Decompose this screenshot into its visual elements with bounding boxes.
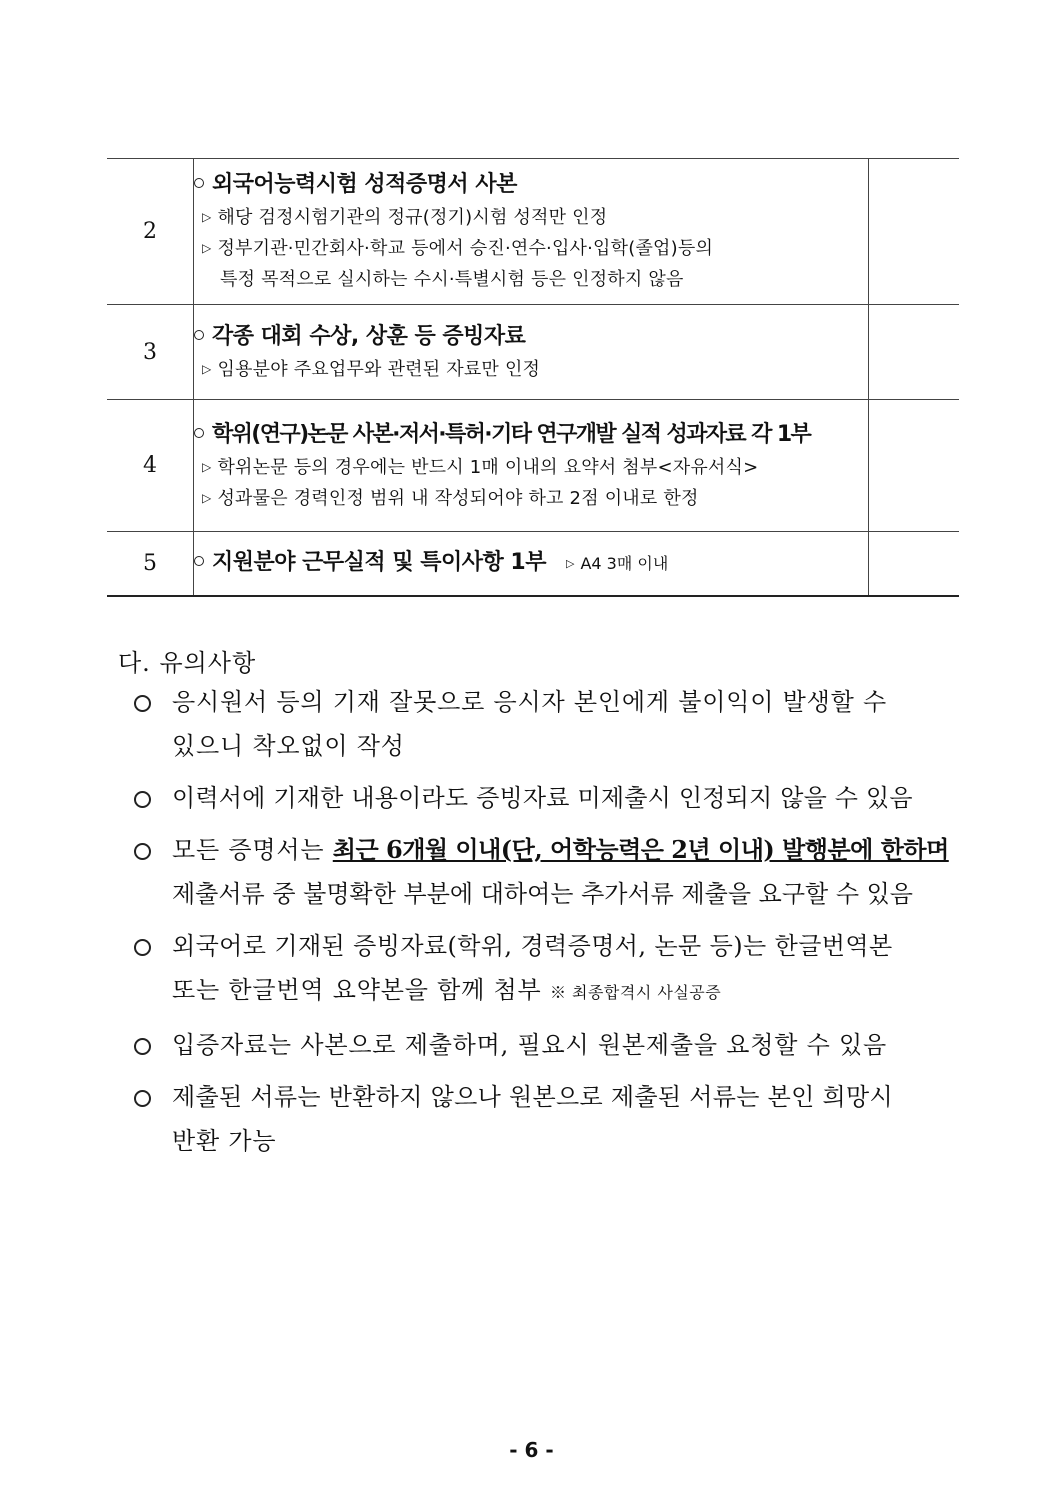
note-remark: ※ 최종합격시 사실공증: [549, 983, 722, 1002]
row-number: 5: [107, 532, 194, 596]
blank-cell: [869, 305, 960, 400]
item-detail: ▷ 해당 검정시험기관의 정규(정기)시험 성적만 인정: [202, 207, 608, 228]
list-item: [128, 924, 964, 1015]
note-line: 이력서에 기재한 내용이라도 증빙자료 미제출시 인정되지 않을 수 있음: [172, 784, 913, 812]
row-content: [194, 305, 869, 400]
row-number: 3: [107, 305, 194, 400]
blank-cell: [869, 400, 960, 532]
note-line: 외국어로 기재된 증빙자료(학위, 경력증명서, 논문 등)는 한글번역본: [172, 932, 893, 960]
notes-list: [128, 680, 964, 1171]
row-number: 2: [107, 159, 194, 305]
table-row: [107, 532, 959, 596]
item-detail: ▷ 학위논문 등의 경우에는 반드시 1매 이내의 요약서 첨부<자유서식>: [202, 456, 759, 478]
circle-bullet-icon: [194, 556, 204, 566]
note-line: 반환 가능: [172, 1127, 277, 1155]
note-line: 제출된 서류는 반환하지 않으나 원본으로 제출된 서류는 본인 희망시: [172, 1083, 893, 1111]
note-line: 또는 한글번역 요약본을 함께 첨부 ※ 최종합격시 사실공증: [172, 976, 722, 1004]
item-detail: ▷ 성과물은 경력인정 범위 내 작성되어야 하고 2점 이내로 한정: [202, 487, 699, 509]
triangle-bullet-icon: ▷: [202, 210, 212, 224]
hollow-circle-bullet-icon: [134, 939, 151, 956]
list-item: [128, 1023, 964, 1067]
hollow-circle-bullet-icon: [134, 843, 151, 860]
highlighted-text: 최근 6개월 이내(단, 어학능력은 2년 이내) 발행분에 한하며: [332, 835, 949, 864]
required-documents-table: [107, 158, 959, 597]
triangle-bullet-icon: ▷: [202, 241, 212, 255]
item-inline-note: ▷ A4 3매 이내: [565, 553, 669, 573]
item-title: 외국어능력시험 성적증명서 사본: [194, 168, 868, 202]
item-detail-continued: 특정 목적으로 실시하는 수시·특별시험 등은 인정하지 않음: [220, 269, 684, 290]
blank-cell: [869, 159, 960, 305]
page-number: - 6 -: [509, 1438, 554, 1462]
hollow-circle-bullet-icon: [134, 791, 151, 808]
table-row: [107, 159, 959, 305]
note-line: 입증자료는 사본으로 제출하며, 필요시 원본제출을 요청할 수 있음: [172, 1031, 887, 1059]
table-row: [107, 400, 959, 532]
hollow-circle-bullet-icon: [134, 1038, 151, 1055]
triangle-bullet-icon: ▷: [202, 490, 212, 505]
note-line: 응시원서 등의 기재 잘못으로 응시자 본인에게 불이익이 발생할 수: [172, 688, 887, 716]
circle-bullet-icon: [194, 178, 204, 188]
triangle-bullet-icon: ▷: [202, 361, 212, 376]
triangle-bullet-icon: ▷: [565, 556, 575, 570]
item-title: 학위(연구)논문 사본·저서·특허·기타 연구개발 실적 성과자료 각 1부: [194, 418, 868, 452]
list-item: [128, 828, 964, 916]
triangle-bullet-icon: ▷: [202, 459, 212, 474]
note-line: 모든 증명서는 최근 6개월 이내(단, 어학능력은 2년 이내) 발행분에 한하며: [172, 835, 949, 864]
item-detail: ▷ 정부기관·민간회사·학교 등에서 승진·연수·입사·입학(졸업)등의: [202, 238, 714, 259]
list-item: [128, 776, 964, 820]
item-title: 지원분야 근무실적 및 특이사항 1부 ▷ A4 3매 이내: [194, 546, 868, 581]
table-row: [107, 305, 959, 400]
note-line: 있으니 착오없이 작성: [172, 732, 405, 760]
hollow-circle-bullet-icon: [134, 1090, 151, 1107]
circle-bullet-icon: [194, 428, 204, 438]
section-title: 다. 유의사항: [118, 649, 257, 677]
item-detail: ▷ 임용분야 주요업무와 관련된 자료만 인정: [202, 358, 541, 380]
circle-bullet-icon: [194, 330, 204, 340]
row-content: [194, 400, 869, 532]
row-content: [194, 532, 869, 596]
hollow-circle-bullet-icon: [134, 695, 151, 712]
list-item: [128, 1075, 964, 1163]
list-item: [128, 680, 964, 768]
blank-cell: [869, 532, 960, 596]
note-line: 제출서류 중 불명확한 부분에 대하여는 추가서류 제출을 요구할 수 있음: [172, 880, 913, 908]
item-title: 각종 대회 수상, 상훈 등 증빙자료: [194, 320, 868, 354]
row-content: [194, 159, 869, 305]
row-number: 4: [107, 400, 194, 532]
